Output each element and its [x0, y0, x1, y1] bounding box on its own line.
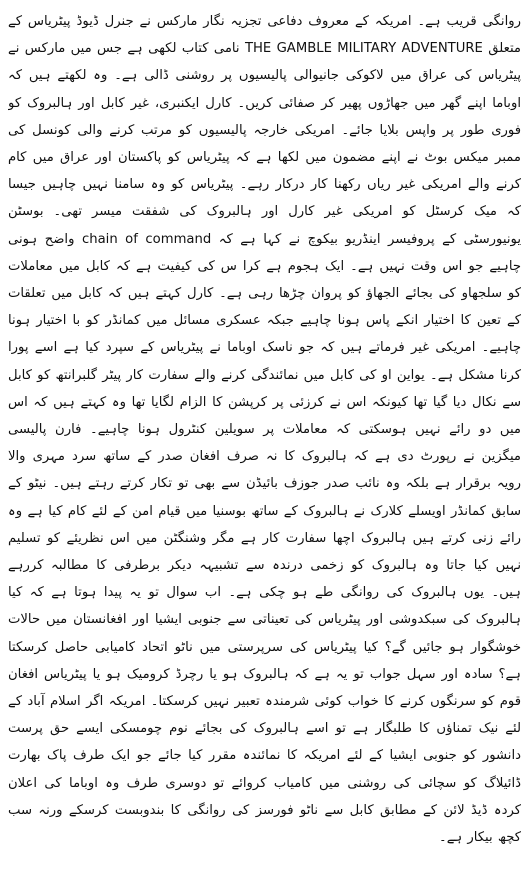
document-page	[8, 8, 521, 866]
urdu-article-body: روانگی قریب ہے۔ امریکہ کے معروف دفاعی تجزیہ نگار مارکس نے جنرل ڈیوڈ پیٹریاس کے متعلق THE GAMBLE MILITARY ADVENTURE نامی کتاب لکھی ہے جس میں مارکس نے پیٹریاس کی عراق میں لاکوکی جانیوالی پالیسیوں پر روشنی ڈالی ہے۔ وہ لکھتے ہیں کہ اوباما اپنے گھر میں جھاڑوں پھیر کر صفائی کریں۔ کارل ایکنبری، غیر کابل اور ہالبروک کو فوری طور پر واپس بلایا جائے۔ امریکی خارجہ پالیسیوں کو مرتب کرنے والی کونسل کی ممبر میکس بوٹ نے اپنے مضمون میں لکھا ہے کہ پیٹریاس کو پاکستان اور عراق میں کام کرنے والے امریکی غیر ریاں رکھنا کار درکار رہے۔ پیٹریاس کو وہ سامنا نہیں چاہیں جیسا کہ میک کرسٹل کو امریکی غیر کارل اور ہالبروک کی شفقت میسر تھی۔ بوسٹن یونیورسٹی کے پروفیسر اینڈریو بیکوچ نے کہا ہے کہ chain of command واضح ہونی چاہیے جو اس وقت نہیں ہے۔ ایک ہجوم ہے کرا س کی کیفیت ہے کہ کابل میں معاملات کو سلجھاو کی بجائے الجھاؤ کو پروان چڑھا رہی ہے۔ کارل کہتے ہیں کہ کابل میں تعلقات کے تعین کا اختیار انکے پاس ہونا چاہیے جبکہ عسکری مسائل میں کمانڈر کو با اختیار ہونا چاہیے۔ امریکی غیر فرماتے ہیں کہ جو ناسک اوباما نے پیٹریاس کے سپرد کیا ہے اسے پورا کرنا مشکل ہے۔ یواین او کی کابل میں نمائندگی کرنے والے سفارت کار پیٹر گلبرانتھ کو کابل سے نکال دیا گیا تھا کیونکہ اس نے کرزئی پر کرپشن کا الزام لگایا تھا وہ کہتے ہیں کہ اس میں دو رائے نہیں ہوسکتی کہ معاملات پر سویلین کنٹرول ہونا چاہیے۔ فارن پالیسی میگزین نے رپورٹ دی ہے کہ ہالبروک کا نہ صرف افغان صدر کے ساتھ سرد مہری والا رویہ برقرار ہے بلکہ وہ نائب صدر جوزف بائیڈن سے بھی تو تکار کرتے رہتے ہیں۔ نیٹو کے سابق کمانڈر اویسلے کلارک نے ہالبروک کے ساتھ بوسنیا میں قیام امن کے لئے کام کیا ہے وہ رائے زنی کرتے ہیں ہالبروک اچھا سفارت کار ہے مگر وشنگٹن میں اس نظریئے کو تسلیم نہیں کیا جاتا وہ ہالبروک کو زخمی درندہ سے تشبیہہ دیکر برطرفی کا مطالبہ کررہے ہیں۔ یوں ہالبروک کی روانگی طے ہو چکی ہے۔ اب سوال تو یہ پیدا ہوتا ہے کہ کیا ہالبروک کی سبکدوشی اور پیٹریاس کی تعیناتی سے جنوبی ایشیا اور افغانستان میں حالات خوشگوار ہو جائیں گے؟ کیا پیٹریاس کی سرپرستی میں ناٹو اتحاد کامیابی حاصل کرسکتا ہے؟ سادہ اور سہل جواب تو یہ ہے کہ ہالبروک ہو یا رچرڈ کرومیک ہو یا پیٹریاس افغان قوم کو سرنگوں کرنے کا خواب کوئی شرمندہ تعبیر نہیں کرسکتا۔ امریکہ اگر اسلام آباد کے لئے نیک تمناؤں کا طلبگار ہے تو اسے ہالبروک کی بجائے نوم چومسکی ایسے حق پرست دانشور کو جنوبی ایشیا کے لئے امریکہ کا نمائندہ مقرر کیا جائے جو ایک طرف پاک بھارت ڈائیلاگ کو سچائی کی روشنی میں کامیاب کروائے تو دوسری طرف وہ اوباما کی اعلان کردہ ڈیڈ لائن کے مطابق کابل سے ناٹو فورسز کی روانگی کا بندوبست کرسکے ورنہ سب کچھ بیکار ہے۔	[8, 14, 521, 846]
